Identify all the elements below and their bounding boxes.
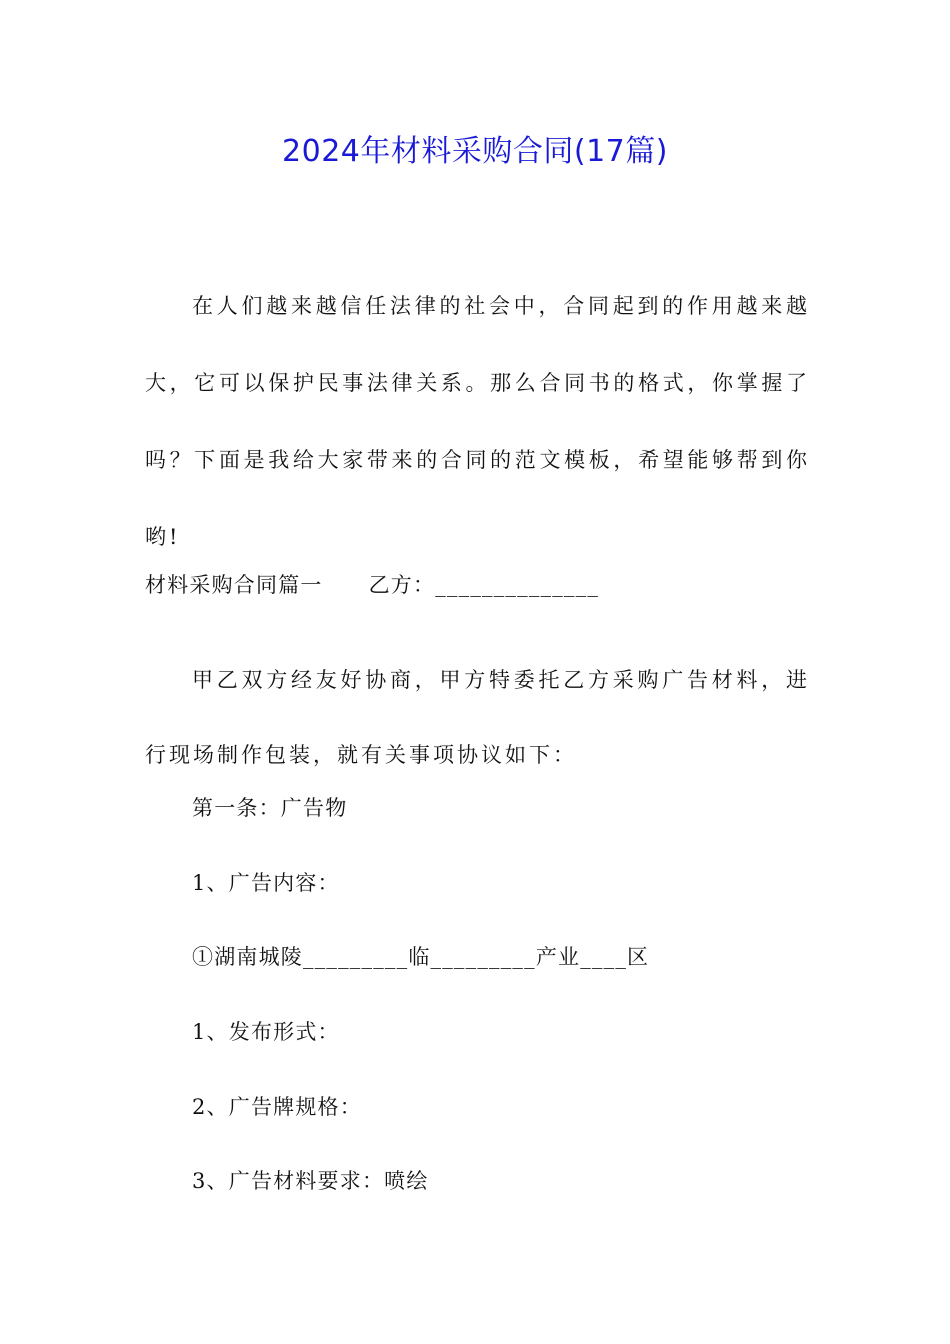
location-blank-2: _________ bbox=[430, 945, 536, 969]
item-ad-content: 1、广告内容： bbox=[192, 871, 340, 895]
section-heading-line bbox=[145, 569, 599, 601]
item-publish-form: 1、发布形式： bbox=[192, 1020, 340, 1044]
location-blank-1: _________ bbox=[303, 945, 409, 969]
location-line bbox=[192, 941, 649, 973]
intro-paragraph: 在人们越来越信任法律的社会中，合同起到的作用越来越大，它可以保护民事法律关系。那么合同书的格式，你掌握了吗？下面是我给大家带来的合同的范文模板，希望能够帮到你哟! bbox=[145, 294, 810, 549]
location-blank-3: ____ bbox=[580, 945, 628, 969]
party-b-label: 乙方： bbox=[368, 573, 436, 597]
location-prefix: ①湖南城陵 bbox=[192, 945, 303, 969]
article-1-heading: 第一条：广告物 bbox=[192, 796, 348, 820]
party-b-blank: ______________ bbox=[435, 573, 600, 597]
section-heading: 材料采购合同篇一 bbox=[145, 573, 323, 597]
document-title: 2024年材料采购合同(17篇) bbox=[282, 134, 668, 169]
location-suffix: 区 bbox=[627, 945, 650, 969]
location-mid: 临 bbox=[408, 945, 431, 969]
item-material-requirement: 3、广告材料要求：喷绘 bbox=[192, 1169, 429, 1193]
item-billboard-size: 2、广告牌规格： bbox=[192, 1095, 362, 1119]
location-industry: 产业 bbox=[535, 945, 581, 969]
agreement-paragraph: 甲乙双方经友好协商，甲方特委托乙方采购广告材料，进行现场制作包装，就有关事项协议如下： bbox=[145, 668, 810, 767]
